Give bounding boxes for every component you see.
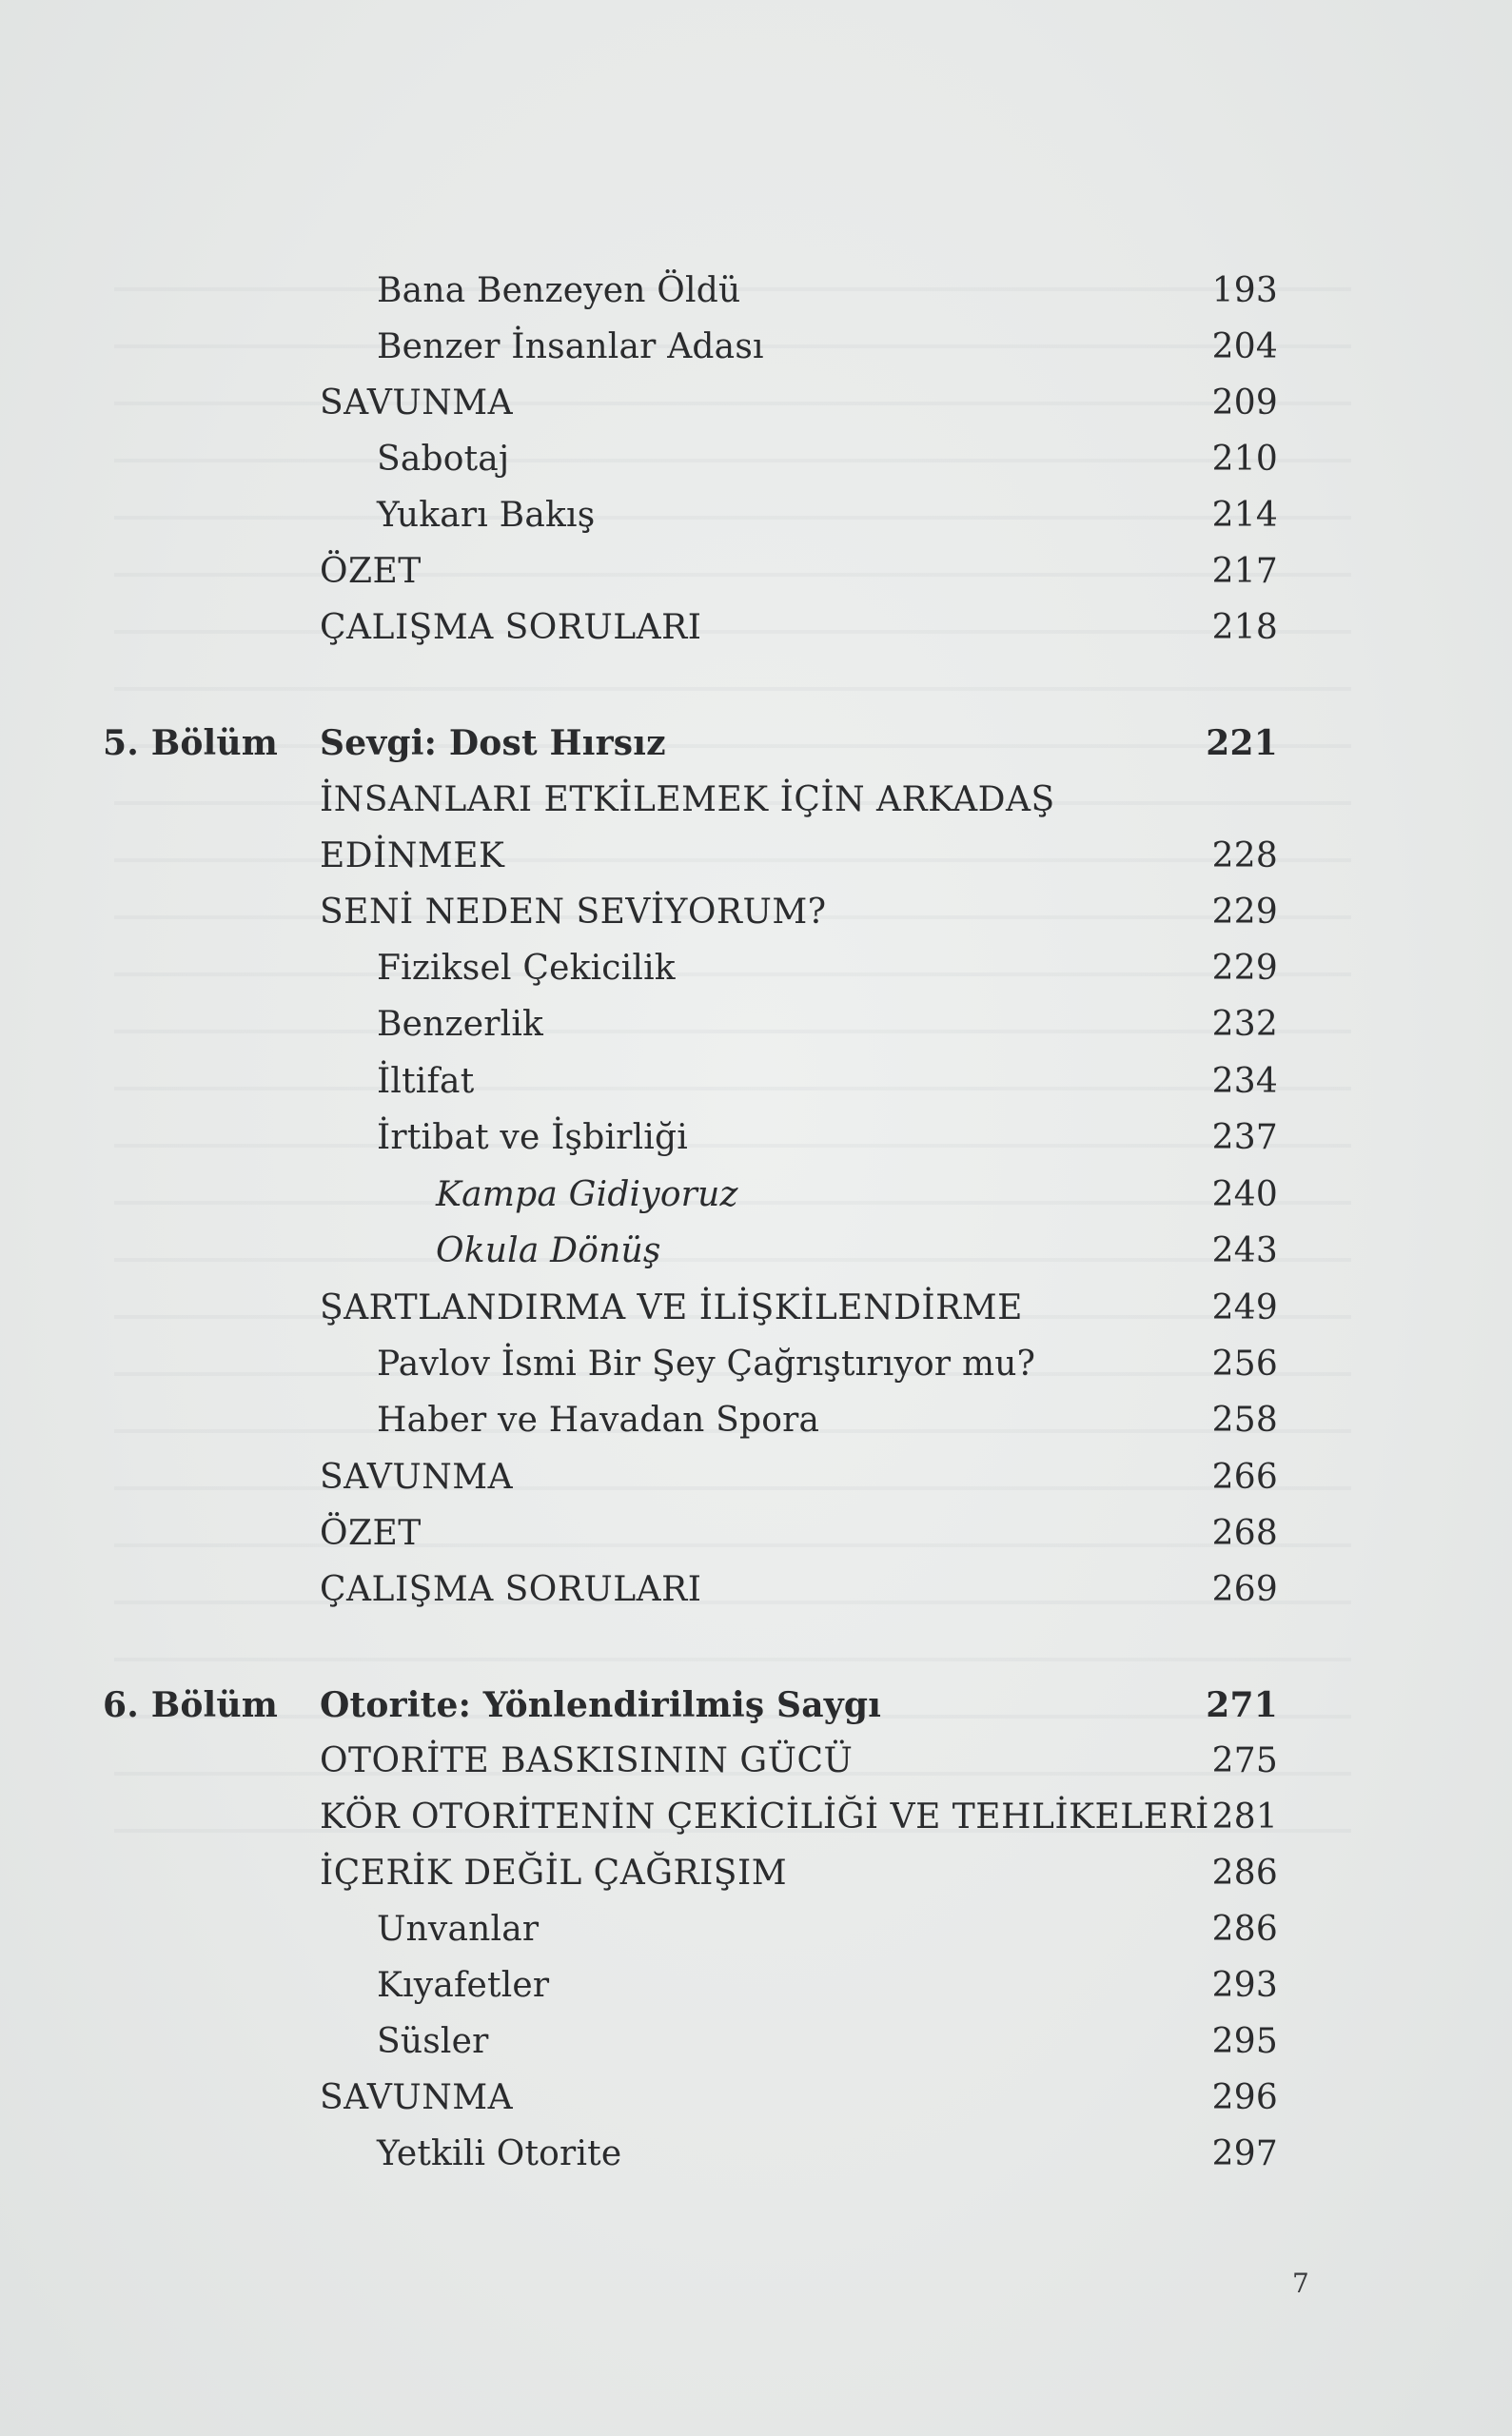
section-title: SAVUNMA — [320, 383, 514, 422]
page-ref: 217 — [1211, 552, 1278, 591]
section-title: Kampa Gidiyoruz — [436, 1175, 738, 1214]
toc-row — [0, 1849, 1512, 1898]
page-ref: 286 — [1211, 1854, 1278, 1893]
section-title: EDİNMEK — [320, 836, 505, 875]
toc-row — [0, 1565, 1512, 1615]
section-title: ÖZET — [320, 1514, 422, 1553]
page-ref: 240 — [1211, 1175, 1278, 1214]
toc-row — [0, 379, 1512, 428]
page-ref: 295 — [1211, 2022, 1278, 2061]
section-title: Pavlov İsmi Bir Şey Çağrıştırıyor mu? — [377, 1345, 1036, 1384]
toc-row — [0, 1737, 1512, 1786]
section-title: ÖZET — [320, 552, 422, 591]
section-title: İltifat — [377, 1062, 475, 1101]
toc-row — [0, 491, 1512, 540]
section-title: Haber ve Havadan Spora — [377, 1401, 820, 1440]
toc-row — [0, 1961, 1512, 2011]
page-ref: 281 — [1211, 1798, 1278, 1837]
toc-row — [0, 1793, 1512, 1842]
section-title: KÖR OTORİTENİN ÇEKİCİLİĞİ VE TEHLİKELERİ — [320, 1798, 1209, 1837]
page-ref: 256 — [1211, 1345, 1278, 1384]
page-ref: 237 — [1211, 1118, 1278, 1157]
toc-row — [0, 1170, 1512, 1220]
toc-row — [0, 1453, 1512, 1503]
chapter-row — [0, 1680, 1512, 1730]
toc-row — [0, 1000, 1512, 1050]
toc-row — [0, 2130, 1512, 2179]
section-title: ÇALIŞMA SORULARI — [320, 1570, 702, 1609]
chapter-label: 5. Bölüm — [103, 723, 279, 763]
toc-row — [0, 1227, 1512, 1276]
toc-row — [0, 2073, 1512, 2123]
page-ref: 229 — [1211, 893, 1278, 932]
toc-row — [0, 832, 1512, 881]
page-number: 7 — [1292, 2268, 1309, 2299]
page-ref: 266 — [1211, 1458, 1278, 1497]
toc-row — [0, 1509, 1512, 1559]
section-title: SAVUNMA — [320, 1458, 514, 1497]
page-ref: 234 — [1211, 1062, 1278, 1101]
page-ref: 229 — [1211, 949, 1278, 988]
page-ref: 249 — [1211, 1288, 1278, 1327]
page-ref: 243 — [1211, 1231, 1278, 1270]
section-title: Fiziksel Çekicilik — [377, 949, 676, 988]
page-ref: 210 — [1211, 440, 1278, 479]
toc-row — [0, 1396, 1512, 1445]
page-ref: 297 — [1211, 2134, 1278, 2173]
page-ref: 275 — [1211, 1741, 1278, 1780]
chapter-title: Sevgi: Dost Hırsız — [320, 723, 666, 763]
section-title: İÇERİK DEĞİL ÇAĞRIŞIM — [320, 1854, 788, 1893]
toc-row — [0, 435, 1512, 484]
page-ref: 204 — [1211, 327, 1278, 366]
page-ref: 286 — [1211, 1910, 1278, 1949]
toc-row — [0, 323, 1512, 372]
page-ref: 218 — [1211, 608, 1278, 647]
section-title: OTORİTE BASKISININ GÜCÜ — [320, 1741, 854, 1780]
toc-row — [0, 603, 1512, 653]
section-title: Bana Benzeyen Öldü — [377, 271, 741, 310]
page-ref: 271 — [1206, 1685, 1278, 1725]
toc-row — [0, 2017, 1512, 2067]
section-title: Benzerlik — [377, 1005, 544, 1044]
section-title: İNSANLARI ETKİLEMEK İÇİN ARKADAŞ — [320, 780, 1055, 819]
section-title: Okula Dönüş — [436, 1231, 661, 1270]
section-title: İrtibat ve İşbirliği — [377, 1118, 688, 1157]
chapter-label: 6. Bölüm — [103, 1685, 279, 1725]
page-ref: 221 — [1206, 723, 1278, 763]
page-ref: 232 — [1211, 1005, 1278, 1044]
toc-row — [0, 547, 1512, 597]
section-title: ÇALIŞMA SORULARI — [320, 608, 702, 647]
toc-row — [0, 944, 1512, 993]
toc-row — [0, 776, 1512, 825]
toc-row — [0, 1905, 1512, 1955]
toc-row — [0, 1057, 1512, 1107]
section-title: SENİ NEDEN SEVİYORUM? — [320, 893, 827, 932]
page-ref: 209 — [1211, 383, 1278, 422]
page-ref: 296 — [1211, 2078, 1278, 2117]
toc-row — [0, 266, 1512, 316]
page-ref: 293 — [1211, 1966, 1278, 2005]
section-title: Yetkili Otorite — [377, 2134, 622, 2173]
page-ref: 193 — [1211, 271, 1278, 310]
toc-row — [0, 1340, 1512, 1389]
page-ref: 269 — [1211, 1570, 1278, 1609]
section-title: Süsler — [377, 2022, 489, 2061]
section-title: Yukarı Bakış — [377, 496, 596, 535]
page-ref: 214 — [1211, 496, 1278, 535]
section-title: Sabotaj — [377, 440, 510, 479]
section-title: SAVUNMA — [320, 2078, 514, 2117]
section-title: ŞARTLANDIRMA VE İLİŞKİLENDİRME — [320, 1288, 1023, 1327]
section-title: Benzer İnsanlar Adası — [377, 327, 764, 366]
section-title: Kıyafetler — [377, 1966, 550, 2005]
chapter-row — [0, 718, 1512, 768]
page-ref: 268 — [1211, 1514, 1278, 1553]
page-ref: 258 — [1211, 1401, 1278, 1440]
chapter-title: Otorite: Yönlendirilmiş Saygı — [320, 1685, 882, 1725]
toc-row — [0, 888, 1512, 937]
page-ref: 228 — [1211, 836, 1278, 875]
toc-row — [0, 1113, 1512, 1163]
toc-row — [0, 1284, 1512, 1333]
section-title: Unvanlar — [377, 1910, 540, 1949]
